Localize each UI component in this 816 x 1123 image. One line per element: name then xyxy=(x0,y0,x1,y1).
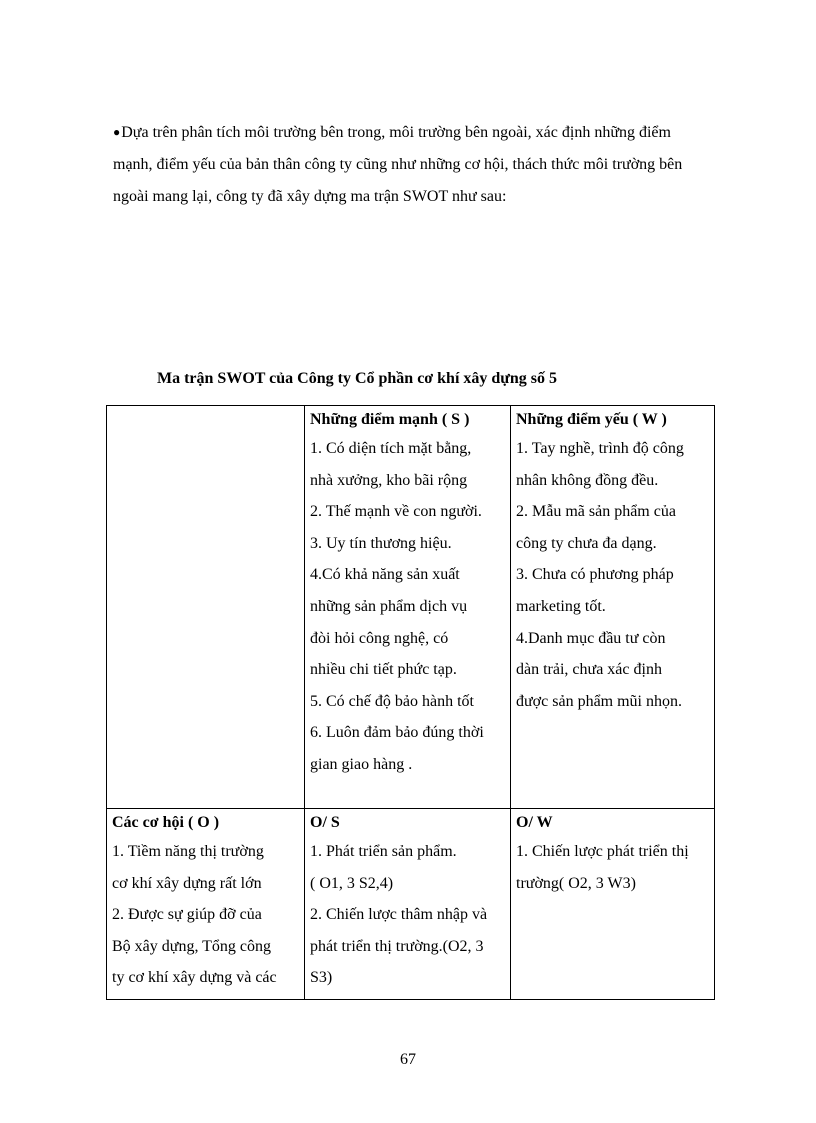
table-row xyxy=(107,809,715,1000)
intro-line-2: mạnh, điểm yếu của bản thân công ty cũng như những cơ hội, thách thức môi trường bên xyxy=(113,156,683,173)
strengths-line: nhà xưởng, kho bãi rộng xyxy=(310,471,468,489)
table-row xyxy=(107,406,715,809)
strengths-line: 3. Uy tín thương hiệu. xyxy=(310,534,452,552)
strengths-line: gian giao hàng . xyxy=(310,755,413,773)
weaknesses-line: được sản phẩm mũi nhọn. xyxy=(516,692,682,710)
weaknesses-line: 4.Danh mục đầu tư còn xyxy=(516,629,666,647)
strengths-line: nhiều chi tiết phức tạp. xyxy=(310,661,457,679)
swot-matrix-table xyxy=(106,405,715,1000)
strengths-line: những sản phẩm dịch vụ xyxy=(310,597,468,615)
table-caption: Ma trận SWOT của Công ty Cổ phần cơ khí xây dựng số 5 xyxy=(157,370,558,387)
page-number: 67 xyxy=(400,1051,416,1068)
os-strategy-line: 2. Chiến lược thâm nhập và xyxy=(310,906,488,924)
opportunities-line: 2. Được sự giúp đỡ của xyxy=(112,906,262,924)
intro-line-3: ngoài mang lại, công ty đã xây dựng ma trận SWOT như sau: xyxy=(113,188,507,205)
os-strategy-line: 1. Phát triển sản phẩm. xyxy=(310,843,457,860)
ow-strategy-cell xyxy=(511,809,715,1000)
corner-cell xyxy=(107,406,305,809)
os-strategy-line: S3) xyxy=(310,969,333,987)
weaknesses-cell xyxy=(511,406,715,809)
strengths-line: 1. Có diện tích mặt bằng, xyxy=(310,440,472,457)
weaknesses-line: 2. Mẫu mã sản phẩm của xyxy=(516,503,676,521)
ow-strategy-line: 1. Chiến lược phát triển thị xyxy=(516,843,689,860)
bullet-icon: ● xyxy=(113,125,121,139)
strengths-header: Những điểm mạnh ( S ) xyxy=(310,411,470,428)
weaknesses-line: marketing tốt. xyxy=(516,597,606,615)
weaknesses-line: dàn trải, chưa xác định xyxy=(516,661,662,679)
weaknesses-line: công ty chưa đa dạng. xyxy=(516,534,657,552)
weaknesses-line: nhân không đồng đều. xyxy=(516,471,659,489)
intro-paragraph xyxy=(113,116,733,213)
strengths-line: 4.Có khả năng sản xuất xyxy=(310,566,460,584)
strengths-line: đòi hỏi công nghệ, có xyxy=(310,629,449,647)
ow-strategy-line: trường( O2, 3 W3) xyxy=(516,874,636,892)
os-strategy-line: ( O1, 3 S2,4) xyxy=(310,874,394,892)
opportunities-line: ty cơ khí xây dựng và các xyxy=(112,969,277,987)
os-strategy-line: phát triển thị trường.(O2, 3 xyxy=(310,937,484,955)
opportunities-cell xyxy=(107,809,305,1000)
opportunities-line: cơ khí xây dựng rất lớn xyxy=(112,874,262,892)
os-strategy-cell xyxy=(305,809,511,1000)
opportunities-line: Bộ xây dựng, Tổng công xyxy=(112,937,272,955)
os-strategy-header: O/ S xyxy=(310,814,340,831)
weaknesses-header: Những điểm yếu ( W ) xyxy=(516,411,667,428)
weaknesses-line: 1. Tay nghề, trình độ công xyxy=(516,440,684,457)
ow-strategy-header: O/ W xyxy=(516,814,553,831)
strengths-line: 6. Luôn đảm bảo đúng thời xyxy=(310,724,484,742)
strengths-line: 2. Thế mạnh về con người. xyxy=(310,503,482,521)
intro-line-1: Dựa trên phân tích môi trường bên trong, môi trường bên ngoài, xác định những điểm xyxy=(121,124,671,141)
strengths-cell xyxy=(305,406,511,809)
opportunities-header: Các cơ hội ( O ) xyxy=(112,814,220,831)
strengths-line: 5. Có chế độ bảo hành tốt xyxy=(310,692,474,710)
weaknesses-line: 3. Chưa có phương pháp xyxy=(516,566,674,584)
opportunities-line: 1. Tiềm năng thị trường xyxy=(112,843,264,860)
